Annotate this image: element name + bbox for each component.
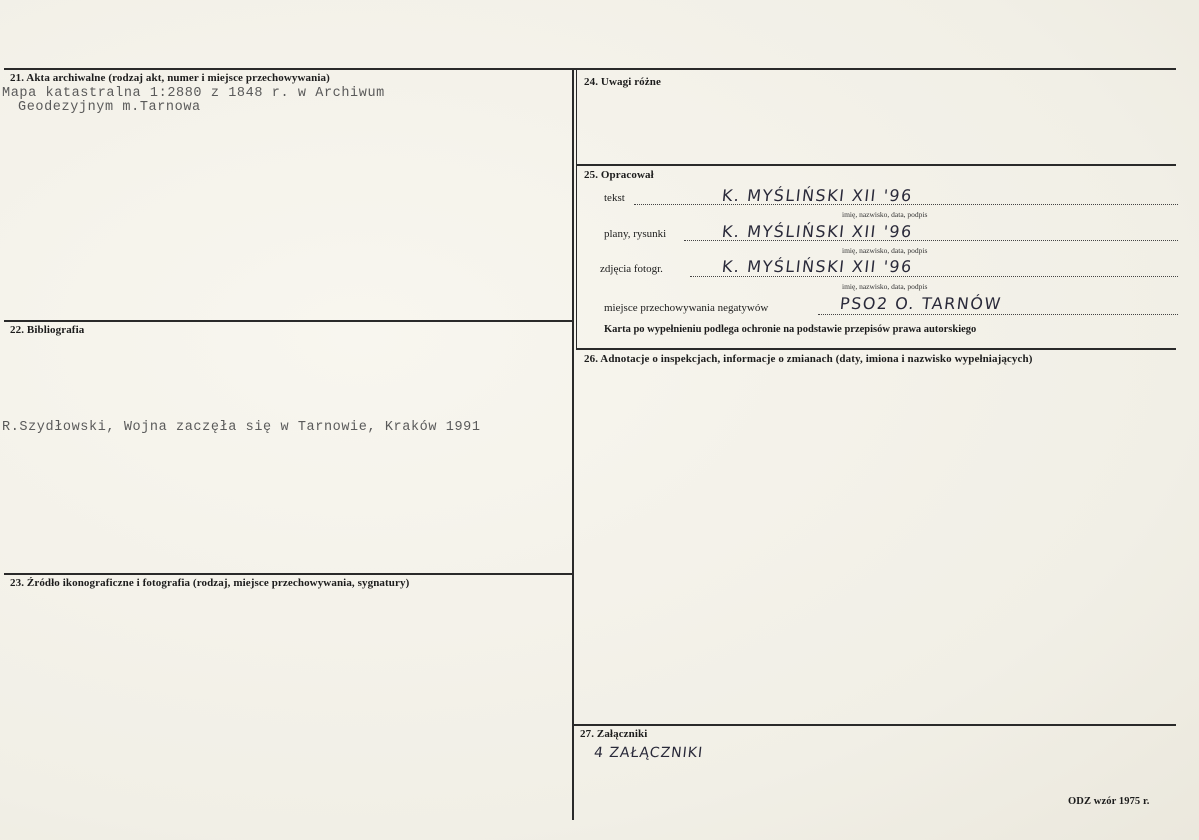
top-rule xyxy=(4,68,1176,70)
rule-26-27 xyxy=(574,724,1176,726)
rule-22-23 xyxy=(4,573,572,575)
rule-25-26 xyxy=(576,348,1176,350)
plany-caption: imię, nazwisko, data, podpis xyxy=(842,246,928,255)
section-21-label: 21. Akta archiwalne (rodzaj akt, numer i miejsce przechowywania) xyxy=(10,72,330,84)
section-22-entry: R.Szydłowski, Wojna zaczęła się w Tarnowie, Kraków 1991 xyxy=(2,420,481,435)
section-23-label: 23. Źródło ikonograficzne i fotografia (rodzaj, miejsce przechowywania, sygnatury) xyxy=(10,577,410,589)
rule-21-22 xyxy=(4,320,572,322)
negatywy-label: miejsce przechowywania negatywów xyxy=(604,302,769,314)
section-27-value: 4 ZAŁĄCZNIKI xyxy=(593,745,704,761)
center-divider xyxy=(572,68,574,820)
section-21-line-1: Mapa katastralna 1:2880 z 1848 r. w Archiwum xyxy=(2,86,385,101)
tekst-signature: K. MYŚLIŃSKI XII '96 xyxy=(721,186,914,205)
copyright-note: Karta po wypełnieniu podlega ochronie na podstawie przepisów prawa autorskiego xyxy=(604,324,977,335)
negatywy-value: PSO2 O. TARNÓW xyxy=(839,294,1003,313)
zdjecia-signature: K. MYŚLIŃSKI XII '96 xyxy=(721,257,914,276)
rule-24-25 xyxy=(576,164,1176,166)
zdjecia-label: zdjęcia fotogr. xyxy=(600,263,663,275)
section-25-label: 25. Opracował xyxy=(584,169,654,181)
section-26-label: 26. Adnotacje o inspekcjach, informacje o zmianach (daty, imiona i nazwisko wypełniających) xyxy=(584,353,1033,365)
negatywy-dotted-line xyxy=(818,314,1178,315)
tekst-label: tekst xyxy=(604,192,625,204)
zdjecia-dotted-line xyxy=(690,276,1178,277)
section-22-label: 22. Bibliografia xyxy=(10,324,85,336)
section-21-line-2: Geodezyjnym m.Tarnowa xyxy=(18,100,201,115)
section-27-label: 27. Załączniki xyxy=(580,728,648,740)
form-model: ODZ wzór 1975 r. xyxy=(1068,796,1150,807)
tekst-caption: imię, nazwisko, data, podpis xyxy=(842,210,928,219)
plany-signature: K. MYŚLIŃSKI XII '96 xyxy=(721,222,914,241)
plany-label: plany, rysunki xyxy=(604,228,667,240)
section-24-label: 24. Uwagi różne xyxy=(584,76,661,88)
zdjecia-caption: imię, nazwisko, data, podpis xyxy=(842,282,928,291)
right-inner-divider xyxy=(576,70,577,350)
